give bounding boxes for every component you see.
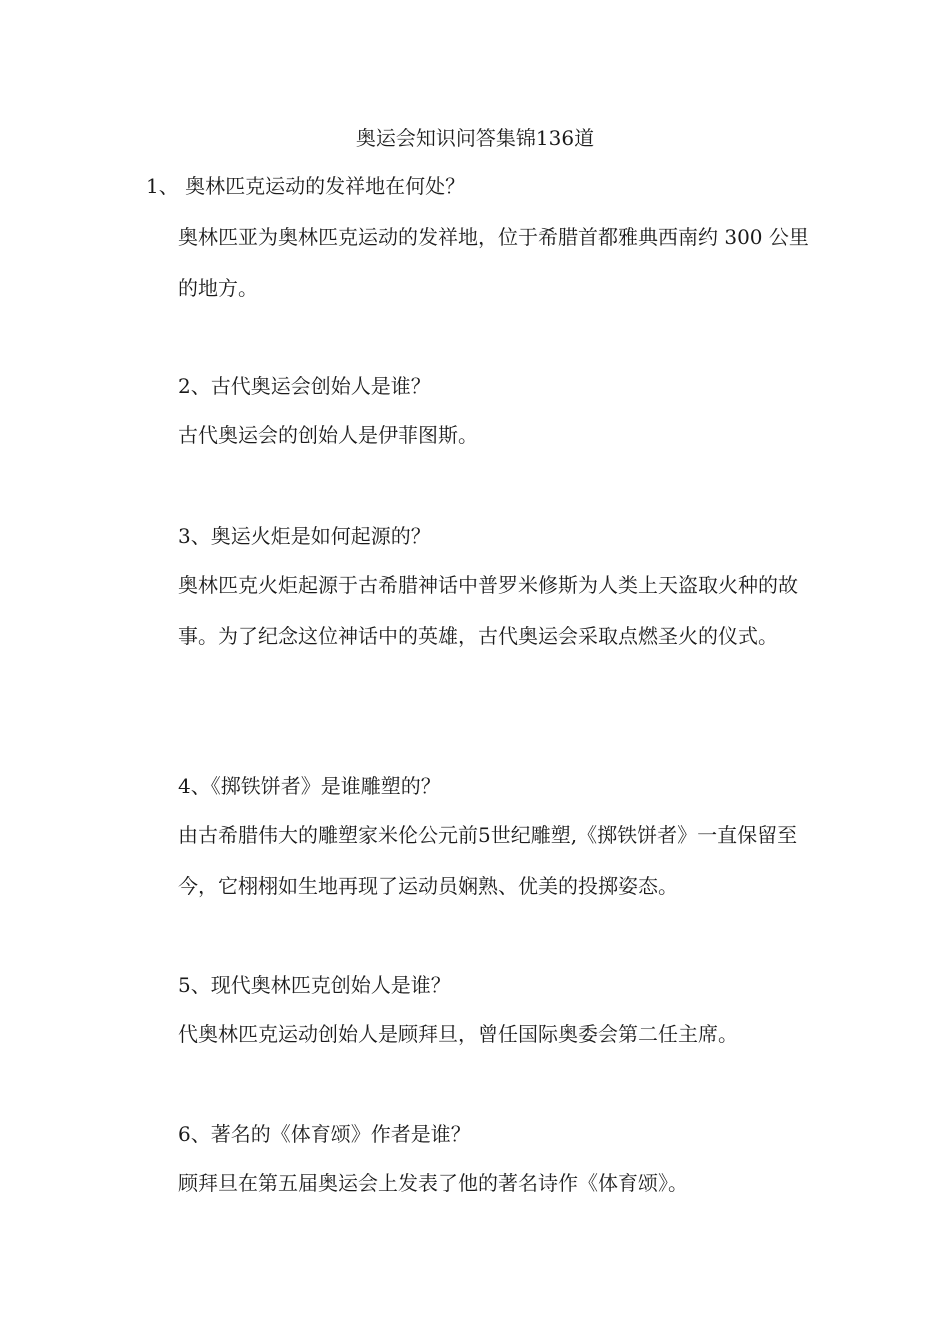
- answer-5: 代奥林匹克运动创始人是顾拜旦，曾任国际奥委会第二任主席。: [178, 1022, 738, 1046]
- question-2: 2、古代奥运会创始人是谁？: [178, 374, 431, 398]
- answer-4: 由古希腊伟大的雕塑家米伦公元前5世纪雕塑,《掷铁饼者》一直保留至今，它栩栩如生地再现了运动员娴熟、优美的投掷姿态。: [178, 823, 798, 898]
- answer-2: 古代奥运会的创始人是伊菲图斯。: [178, 423, 478, 447]
- answer-3: 奥林匹克火炬起源于古希腊神话中普罗米修斯为人类上天盗取火种的故事。为了纪念这位神话中的英雄，古代奥运会采取点燃圣火的仪式。: [178, 573, 798, 648]
- question-6: 6、著名的《体育颂》作者是谁？: [178, 1122, 471, 1146]
- document-title: 奥运会知识问答集锦136道: [355, 126, 595, 150]
- answer-6: 顾拜旦在第五届奥运会上发表了他的著名诗作《体育颂》。: [178, 1171, 688, 1195]
- answer-1: 奥林匹亚为奥林匹克运动的发祥地，位于希腊首都雅典西南约 300 公里的地方。: [178, 225, 809, 300]
- question-4: 4、《掷铁饼者》是谁雕塑的？: [178, 774, 441, 798]
- question-1: 1、 奥林匹克运动的发祥地在何处？: [146, 174, 466, 198]
- question-3: 3、奥运火炬是如何起源的？: [178, 524, 431, 548]
- question-5: 5、现代奥林匹克创始人是谁？: [178, 973, 451, 997]
